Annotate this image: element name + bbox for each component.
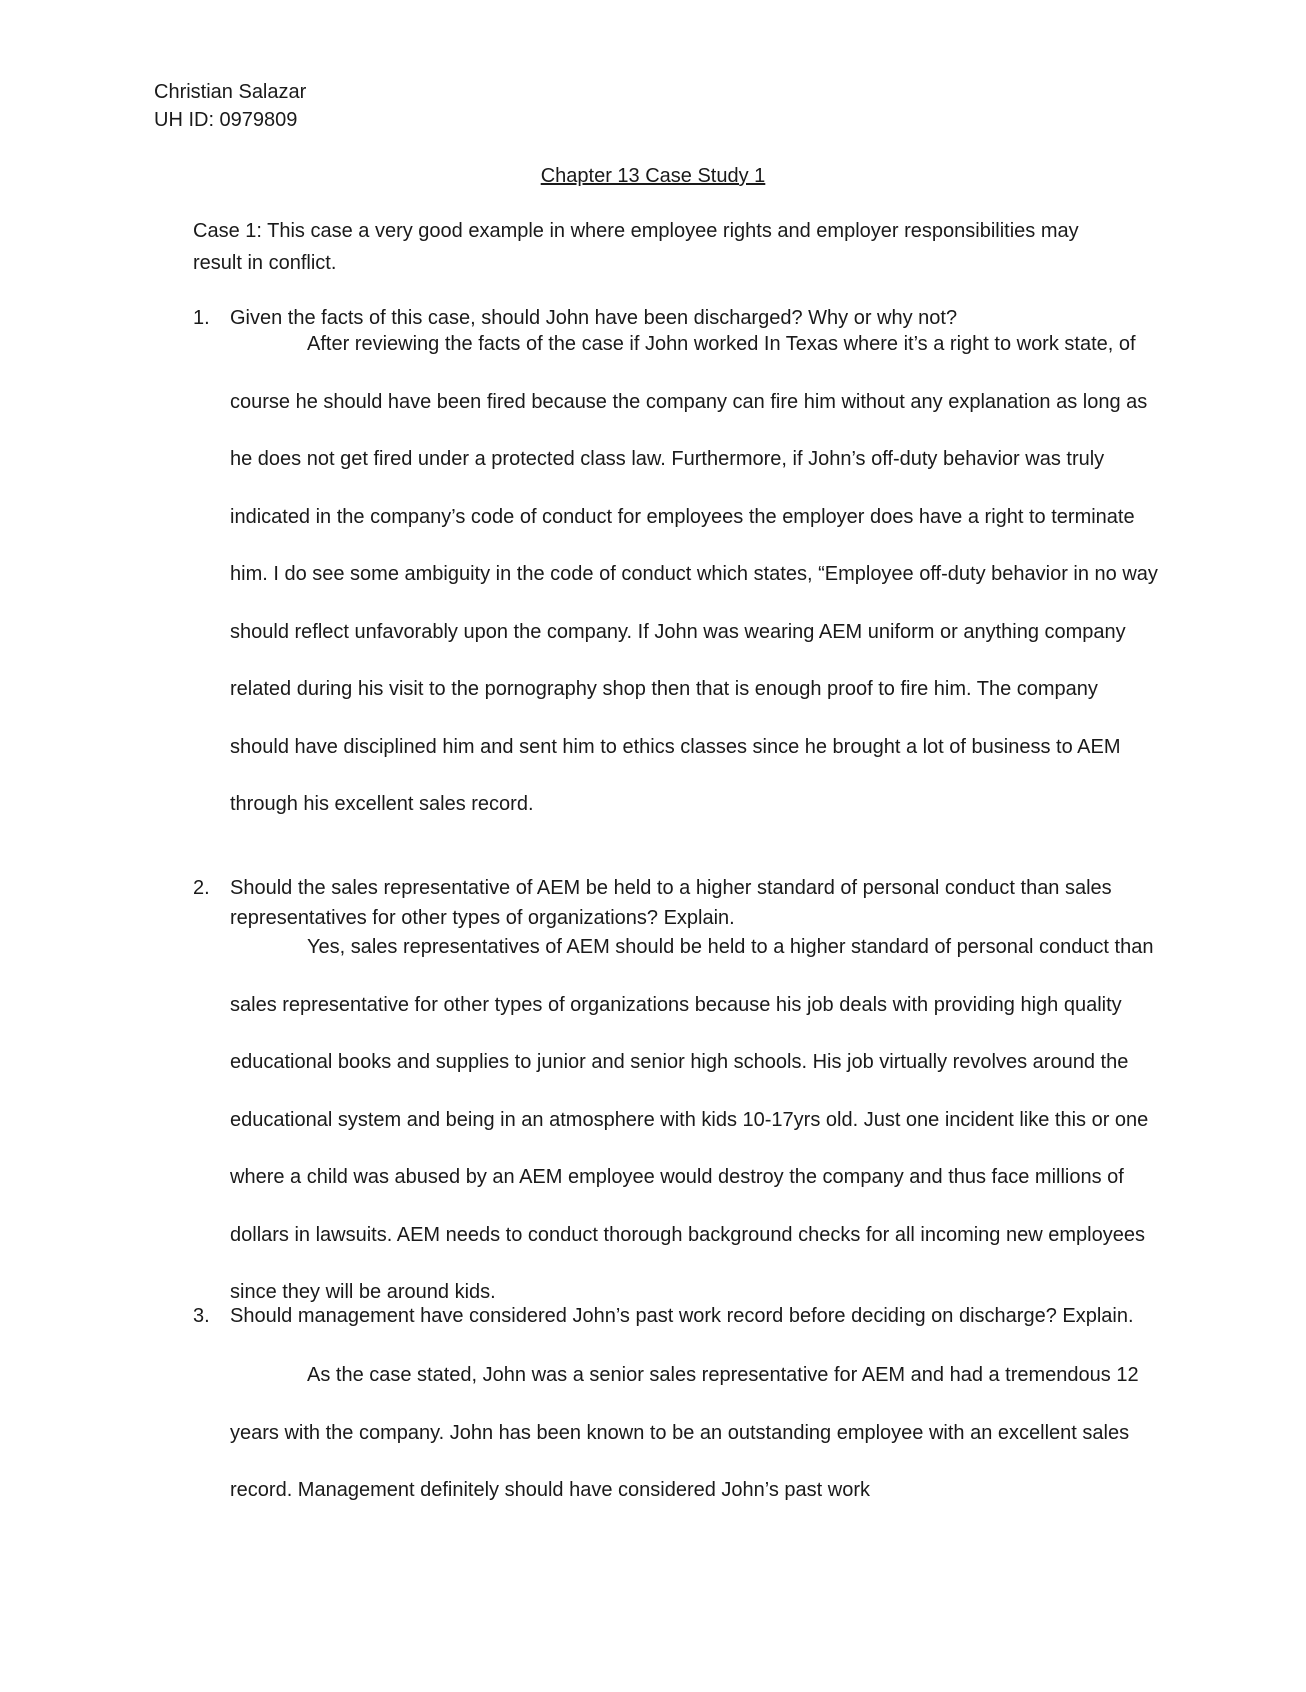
- question-text: Should management have considered John’s past work record before deciding on discharge? Explain.: [230, 1305, 1134, 1327]
- question-text: Given the facts of this case, should John have been discharged? Why or why not?: [230, 307, 958, 329]
- question-3: [193, 1301, 1153, 1331]
- question-number: 2.: [193, 877, 210, 899]
- question-number: 1.: [193, 307, 210, 329]
- case-intro: Case 1: This case a very good example in where employee rights and employer responsibilities may result in conflict.: [193, 220, 1079, 274]
- answer-2: Yes, sales representatives of AEM should be held to a higher standard of personal conduct than sales representative for other types of organizations because his job deals with providing high quality educational books and supplies to junior and senior high schools. His job virtually revolves around the educational system and being in an atmosphere with kids 10-17yrs old. Just one incident like this or one where a child was abused by an AEM employee would destroy the company and thus face millions of dollars in lawsuits. AEM needs to conduct thorough background checks for all incoming new employees since they will be around kids.: [230, 936, 1154, 1303]
- title-text: Chapter 13 Case Study 1: [540, 165, 766, 187]
- question-number: 3.: [193, 1305, 210, 1327]
- question-text: Should the sales representative of AEM be held to a higher standard of personal conduct than sales representatives for other types of organizations? Explain.: [230, 877, 1112, 929]
- author-name: Christian Salazar: [154, 81, 307, 103]
- author-id: UH ID: 0979809: [154, 109, 298, 131]
- answer-1: After reviewing the facts of the case if John worked In Texas where it’s a right to work state, of course he should have been fired because the company can fire him without any explanation as long as he does not get fired under a protected class law. Furthermore, if John’s off-duty behavior was truly indicated in the company’s code of conduct for employees the employer does have a right to terminate him. I do see some ambiguity in the code of conduct which states, “Employee off-duty behavior in no way should reflect unfavorably upon the company. If John was wearing AEM uniform or anything company related during his visit to the pornography shop then that is enough proof to fire him. The company should have disciplined him and sent him to ethics classes since he brought a lot of business to AEM through his excellent sales record.: [230, 333, 1158, 815]
- author-header: [154, 78, 306, 134]
- document-title: [0, 162, 1306, 190]
- answer-3: As the case stated, John was a senior sales representative for AEM and had a tremendous 12 years with the company. John has been known to be an outstanding employee with an excellent sales record. Management definitely should have considered John’s past work: [230, 1364, 1139, 1501]
